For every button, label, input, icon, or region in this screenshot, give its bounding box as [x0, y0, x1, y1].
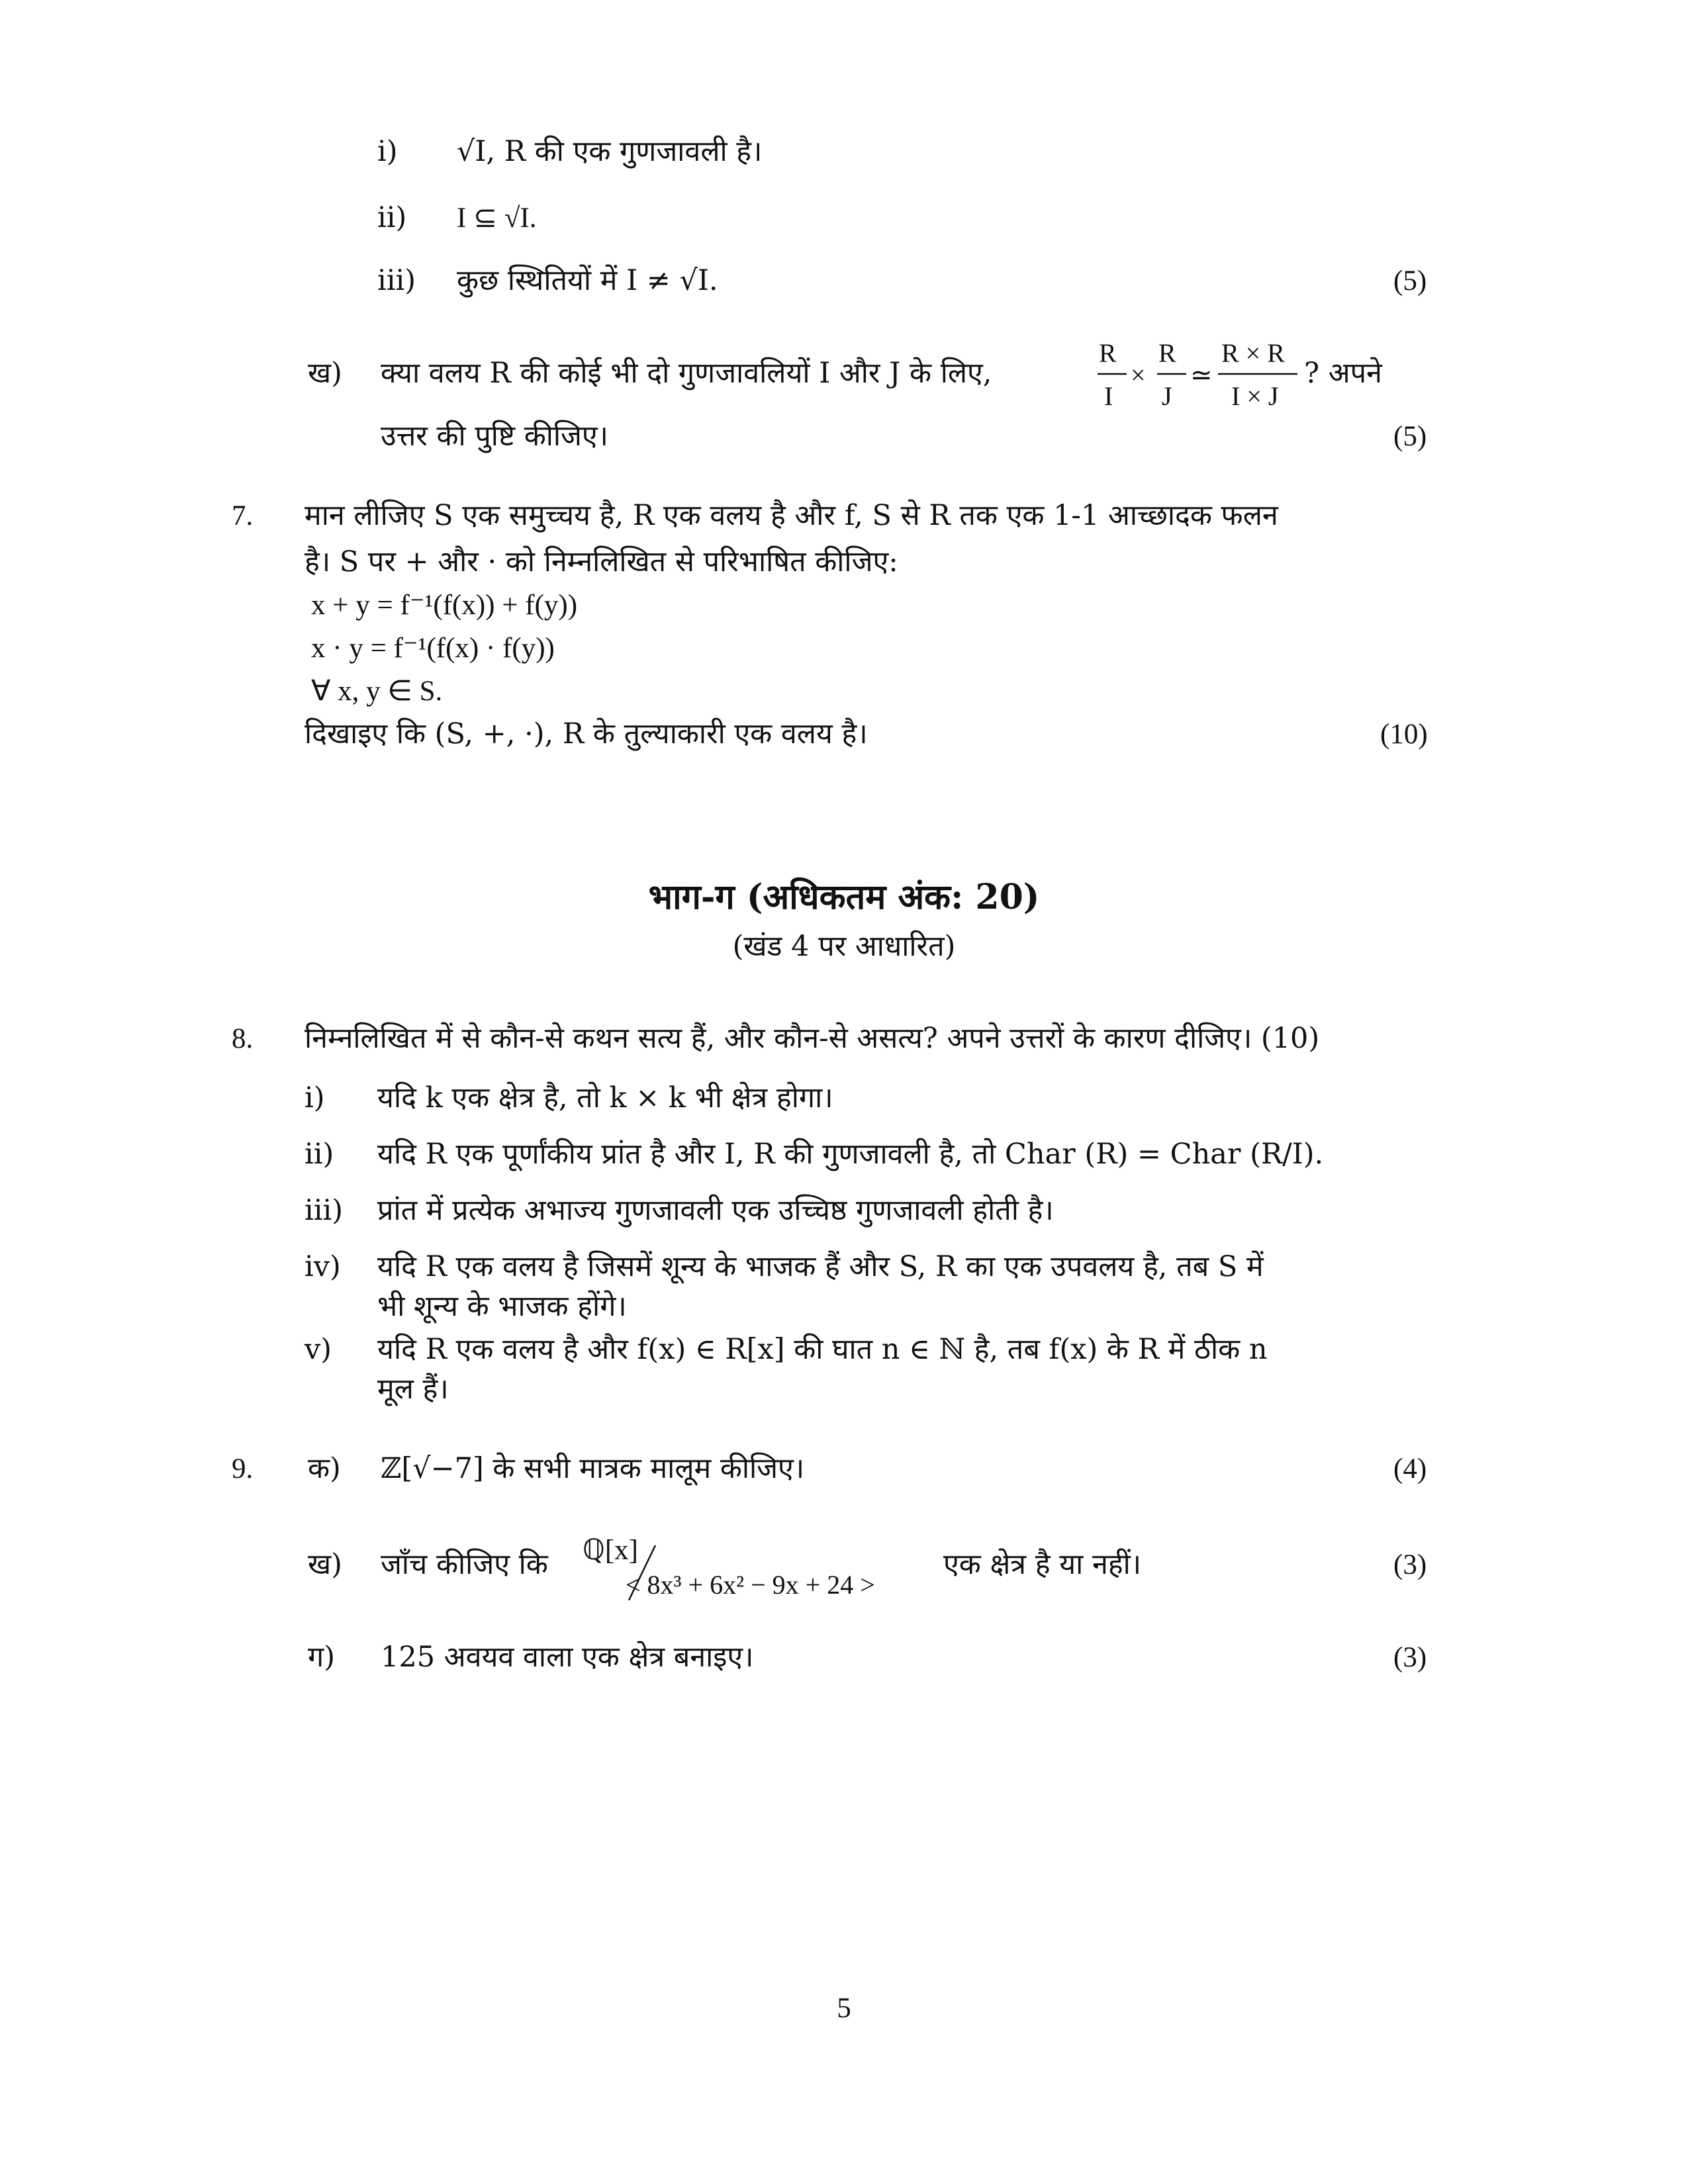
q7-line2: है। S पर + और · को निम्नलिखित से परिभाषित कीजिए:	[305, 545, 898, 578]
q7-equation-mul: x · y = f⁻¹(f(x) · f(y))	[311, 633, 555, 664]
frac3-numerator: R × R	[1221, 338, 1285, 368]
q8-item-label: iv)	[305, 1250, 341, 1283]
times-symbol: ×	[1131, 360, 1146, 390]
q8-number: 8.	[232, 1023, 254, 1054]
q9c-label: ग)	[308, 1641, 335, 1674]
q7-equation-add: x + y = f⁻¹(f(x)) + f(y))	[311, 590, 578, 621]
q7-line1: मान लीजिए S एक समुच्चय है, R एक वलय है और f, S से R तक एक 1-1 आच्छादक फलन	[305, 499, 1278, 532]
frac1-denominator: I	[1104, 381, 1113, 411]
q6a-item-label: iii)	[377, 264, 416, 297]
q8-item-label: iii)	[305, 1194, 344, 1227]
q7-line3: दिखाइए कि (S, +, ·), R के तुल्याकारी एक वलय है।	[305, 717, 868, 751]
section-title: भाग-ग (अधिकतम अंक: 20)	[648, 877, 1040, 917]
frac1-numerator: R	[1099, 338, 1117, 368]
q7-quantifier: ∀ x, y ∈ S.	[311, 676, 443, 707]
q9c-text: 125 अवयव वाला एक क्षेत्र बनाइए।	[381, 1641, 754, 1674]
q7-marks: (10)	[1380, 719, 1428, 750]
q6b-marks: (5)	[1393, 421, 1427, 452]
q8-item-text-cont: मूल हैं।	[377, 1373, 449, 1406]
q8-item-text: यदि R एक पूर्णांकीय प्रांत है और I, R की गुणजावली है, तो Char (R) = Char (R/I).	[377, 1138, 1324, 1171]
q9b-pre: जाँच कीजिए कि	[381, 1548, 548, 1581]
q8-item-text: प्रांत में प्रत्येक अभाज्य गुणजावली एक उच्चिष्ठ गुणजावली होती है।	[377, 1194, 1054, 1227]
q9b-numerator: ℚ[x]	[583, 1535, 638, 1566]
q8-intro: निम्नलिखित में से कौन-से कथन सत्य हैं, और कौन-से असत्य? अपने उत्तरों के कारण दीजिए। (10)	[305, 1022, 1320, 1055]
q7-number: 7.	[232, 500, 254, 531]
q6a-item-text: √I, R की एक गुणजावली है।	[457, 135, 763, 168]
q6b-label: ख)	[308, 357, 342, 390]
q8-item-text: यदि R एक वलय है और f(x) ∈ R[x] की घात n ∈ ℕ है, तब f(x) के R में ठीक n	[377, 1333, 1268, 1366]
q6a-item-text: I ⊆ √I.	[457, 203, 537, 234]
q8-item-text-cont: भी शून्य के भाजक होंगे।	[377, 1290, 627, 1323]
q9b-denominator: < 8x³ + 6x² − 9x + 24 >	[626, 1570, 875, 1600]
q6a-item-label: ii)	[377, 201, 407, 234]
q9b-label: ख)	[308, 1548, 342, 1581]
q8-item-label: ii)	[305, 1138, 334, 1171]
q6b-after: ? अपने	[1304, 357, 1382, 390]
q9-number: 9.	[232, 1453, 254, 1484]
q9b-post: एक क्षेत्र है या नहीं।	[943, 1548, 1142, 1581]
q6b-line2: उत्तर की पुष्टि कीजिए।	[381, 420, 608, 453]
q9a-text: ℤ[√−7] के सभी मात्रक मालूम कीजिए।	[381, 1452, 805, 1485]
q6a-marks: (5)	[1393, 265, 1427, 296]
q9a-marks: (4)	[1393, 1453, 1427, 1484]
approx-symbol: ≃	[1190, 360, 1213, 390]
page-number: 5	[837, 1993, 851, 2024]
q6a-item-text: कुछ स्थितियों में I ≠ √I.	[457, 264, 718, 297]
frac3-denominator: I × J	[1231, 381, 1279, 411]
q8-item-label: v)	[305, 1333, 332, 1366]
q9c-marks: (3)	[1393, 1642, 1427, 1673]
q8-item-text: यदि k एक क्षेत्र है, तो k × k भी क्षेत्र होगा।	[377, 1081, 833, 1115]
frac2-numerator: R	[1158, 338, 1176, 368]
q8-item-label: i)	[305, 1081, 325, 1115]
q9a-label: क)	[308, 1452, 341, 1485]
q9b-marks: (3)	[1393, 1549, 1427, 1580]
q8-item-text: यदि R एक वलय है जिसमें शून्य के भाजक हैं और S, R का एक उपवलय है, तब S में	[377, 1250, 1264, 1283]
frac2-denominator: J	[1162, 381, 1172, 411]
q6b-line1: क्या वलय R की कोई भी दो गुणजावलियों I और J के लिए,	[381, 357, 992, 390]
section-subtitle: (खंड 4 पर आधारित)	[732, 930, 956, 963]
q6a-item-label: i)	[377, 135, 398, 168]
